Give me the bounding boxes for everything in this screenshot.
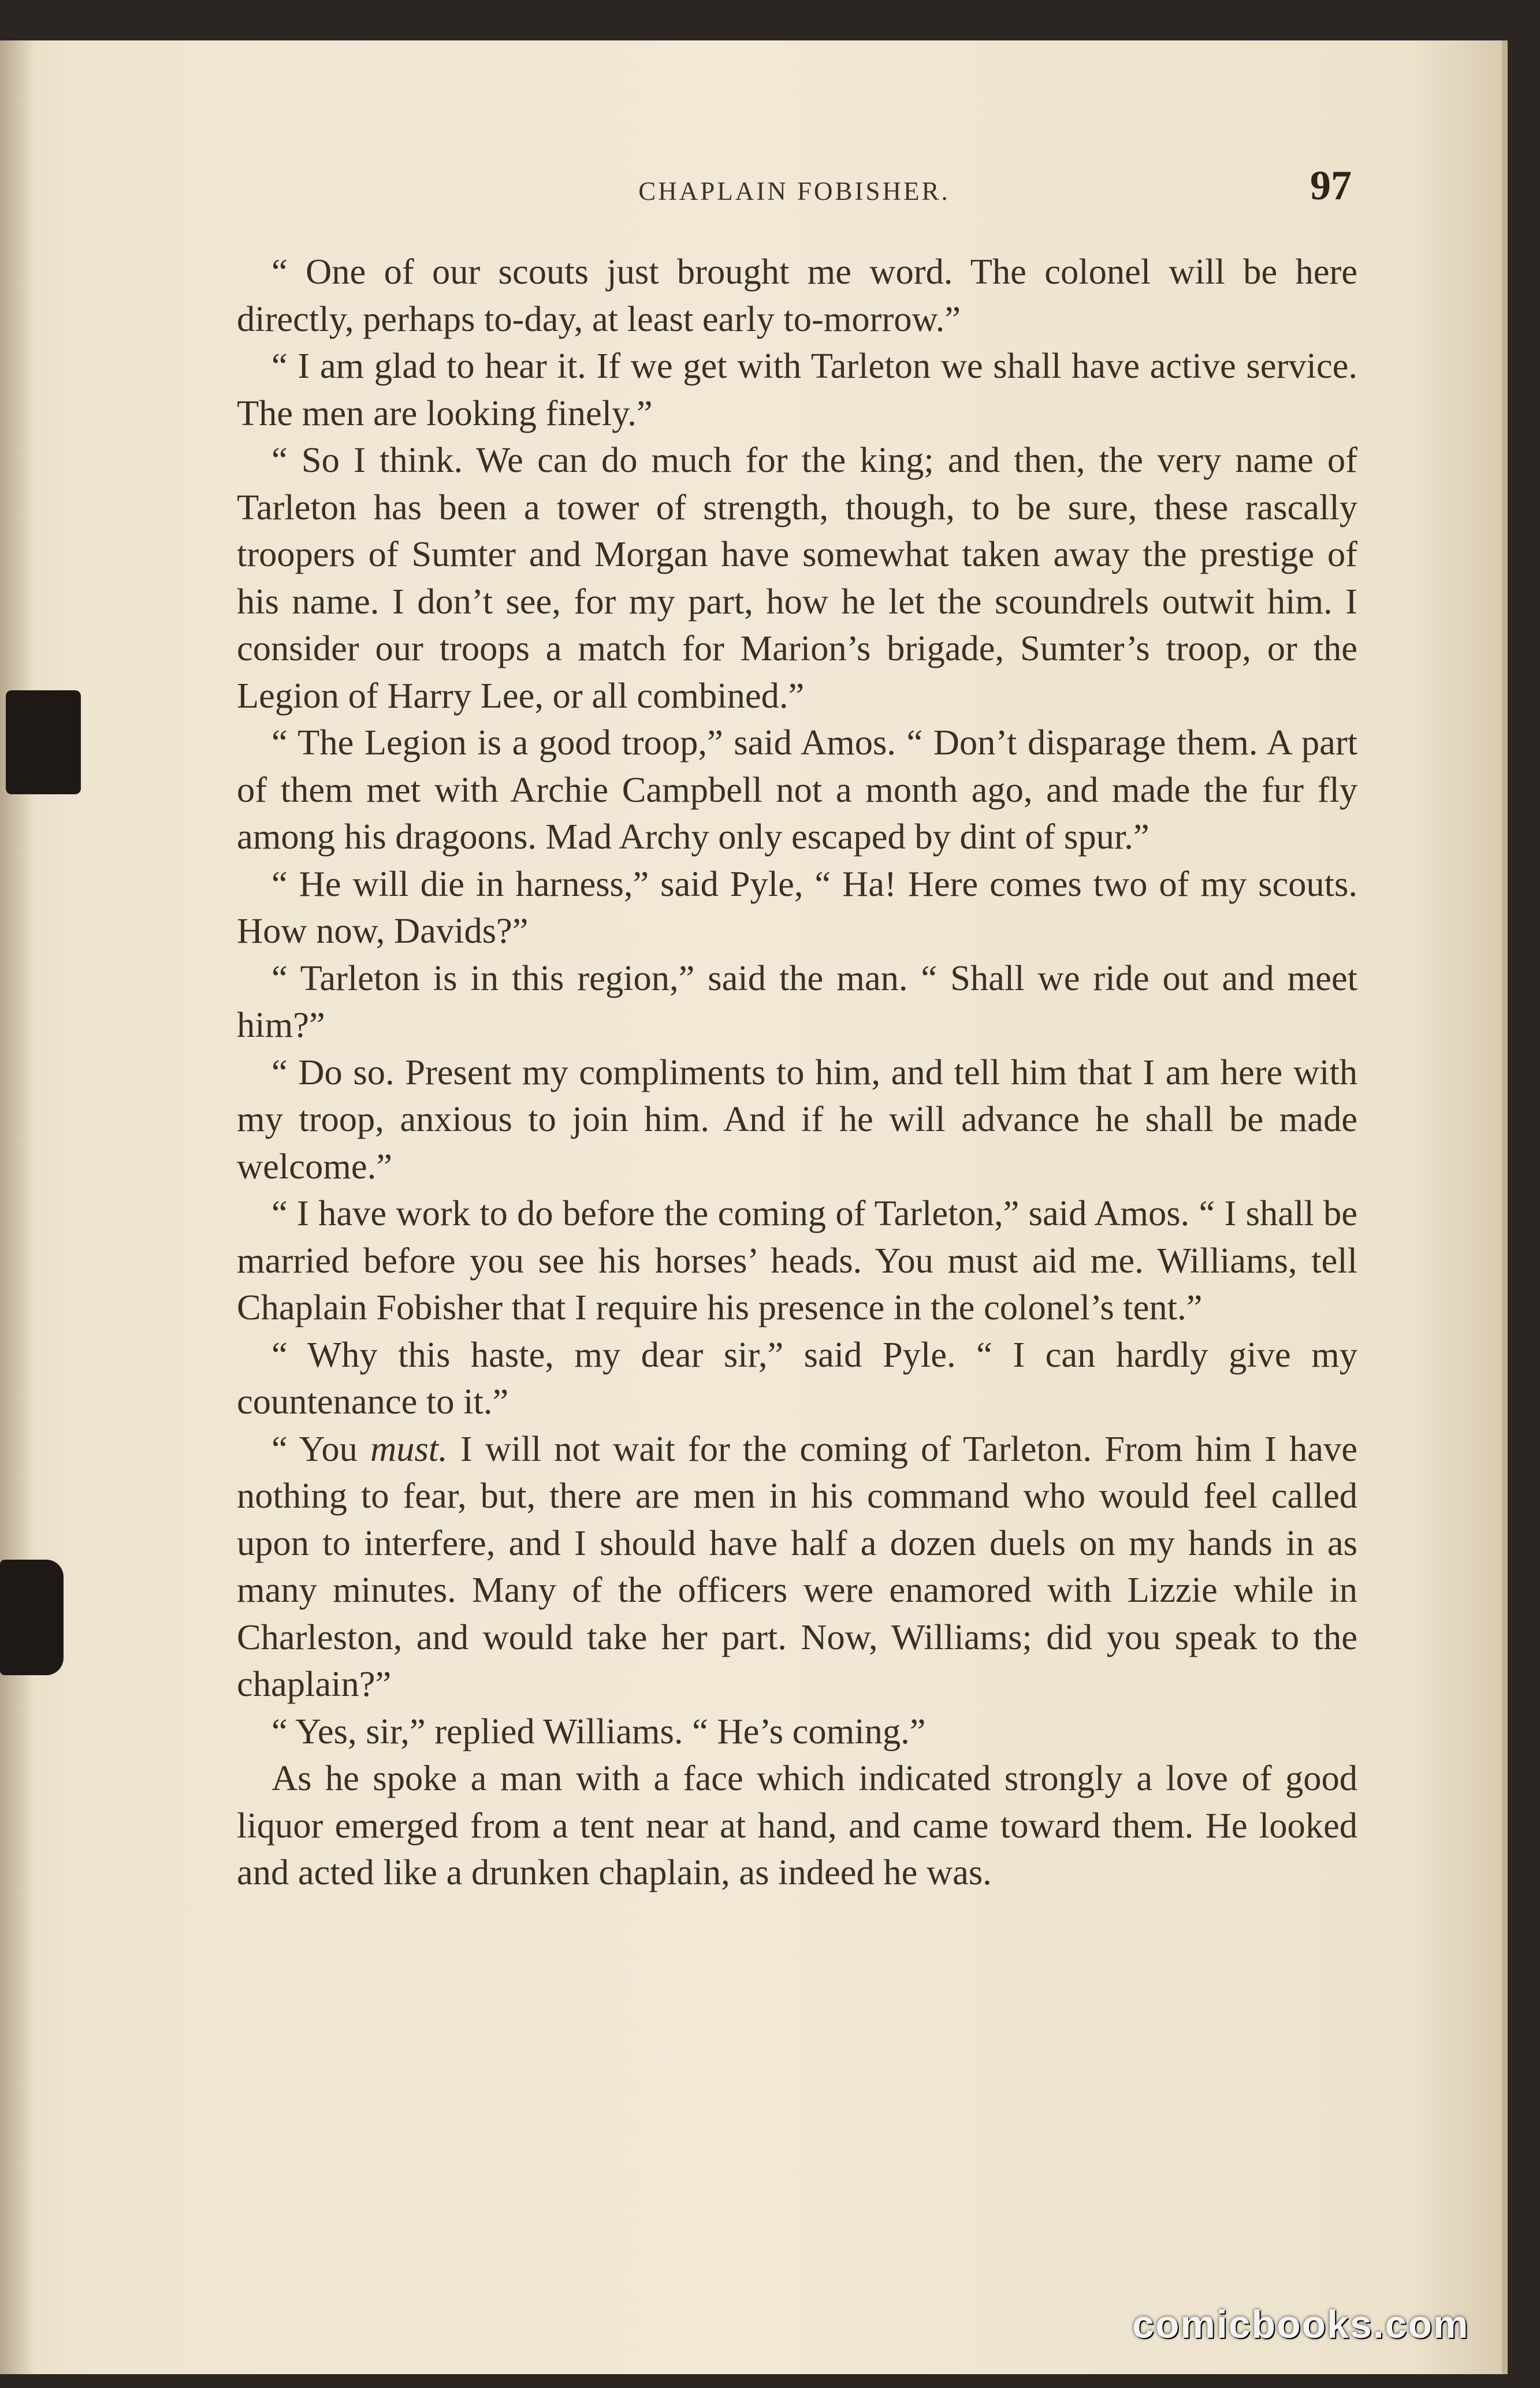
paragraph: “ Yes, sir,” replied Williams. “ He’s coming.” [271, 1710, 926, 1751]
spine-shadow [0, 40, 35, 2374]
paragraph-start: “ You [271, 1428, 371, 1469]
paragraph: “ I have work to do before the coming of Tarleton,” said Amos. “ I shall be married before you see his horses’ heads. You must aid me. Williams, tell Chaplain Fobisher that I require his presence in the colonel’s tent.” [237, 1193, 1357, 1327]
paragraph: “ Why this haste, my dear sir,” said Pyle. “ I can hardly give my countenance to it.” [237, 1334, 1357, 1422]
body-text [237, 248, 1357, 1896]
paragraph-rest: I will not wait for the coming of Tarleton. From him I have nothing to fear, but, there are men in his command who would feel called upon to interfere, and I should have half a dozen duels on my hands in as many minutes. Many of the officers were enamored with Lizzie while in Charleston, and would take her part. Now, Williams; did you speak to the chaplain?” [237, 1428, 1357, 1704]
paragraph: “ I am glad to hear it. If we get with Tarleton we shall have active service. The men are looking finely.” [237, 345, 1357, 433]
emphasized-word: must. [370, 1428, 448, 1469]
binding-hole-upper [6, 690, 81, 794]
paragraph [237, 1426, 1357, 1708]
paragraph: “ The Legion is a good troop,” said Amos. “ Don’t disparage them. A part of them met with Archie Campbell not a month ago, and made the fur fly among his dragoons. Mad Archy only escaped by dint of spur.” [237, 722, 1357, 857]
watermark: comicbooks.com [1132, 2303, 1470, 2346]
running-title: CHAPLAIN FOBISHER. [638, 177, 950, 206]
paragraph: “ So I think. We can do much for the king; and then, the very name of Tarleton has been a tower of strength, though, to be sure, these rascally troopers of Sumter and Morgan have somewhat taken away the prestige of his name. I don’t see, for my part, how he let the scoundrels outwit him. I consider our troops a match for Marion’s brigade, Sumter’s troop, or the Legion of Harry Lee, or all combined.” [237, 440, 1357, 716]
binding-hole-lower [0, 1560, 64, 1675]
paragraph: “ Tarleton is in this region,” said the man. “ Shall we ride out and meet him?” [237, 957, 1357, 1045]
paragraph: “ One of our scouts just brought me word. The colonel will be here directly, perhaps to-day, at least early to-morrow.” [237, 251, 1357, 339]
paragraph: As he spoke a man with a face which indicated strongly a love of good liquor emerged from a tent near at hand, and came toward them. He looked and acted like a drunken chaplain, as indeed he was. [237, 1758, 1357, 1892]
paragraph: “ Do so. Present my compliments to him, and tell him that I am here with my troop, anxious to join him. And if he will advance he shall be made welcome.” [237, 1051, 1357, 1186]
paragraph: “ He will die in harness,” said Pyle, “ Ha! Here comes two of my scouts. How now, Davids?” [237, 863, 1357, 951]
page-number: 97 [1310, 162, 1352, 209]
